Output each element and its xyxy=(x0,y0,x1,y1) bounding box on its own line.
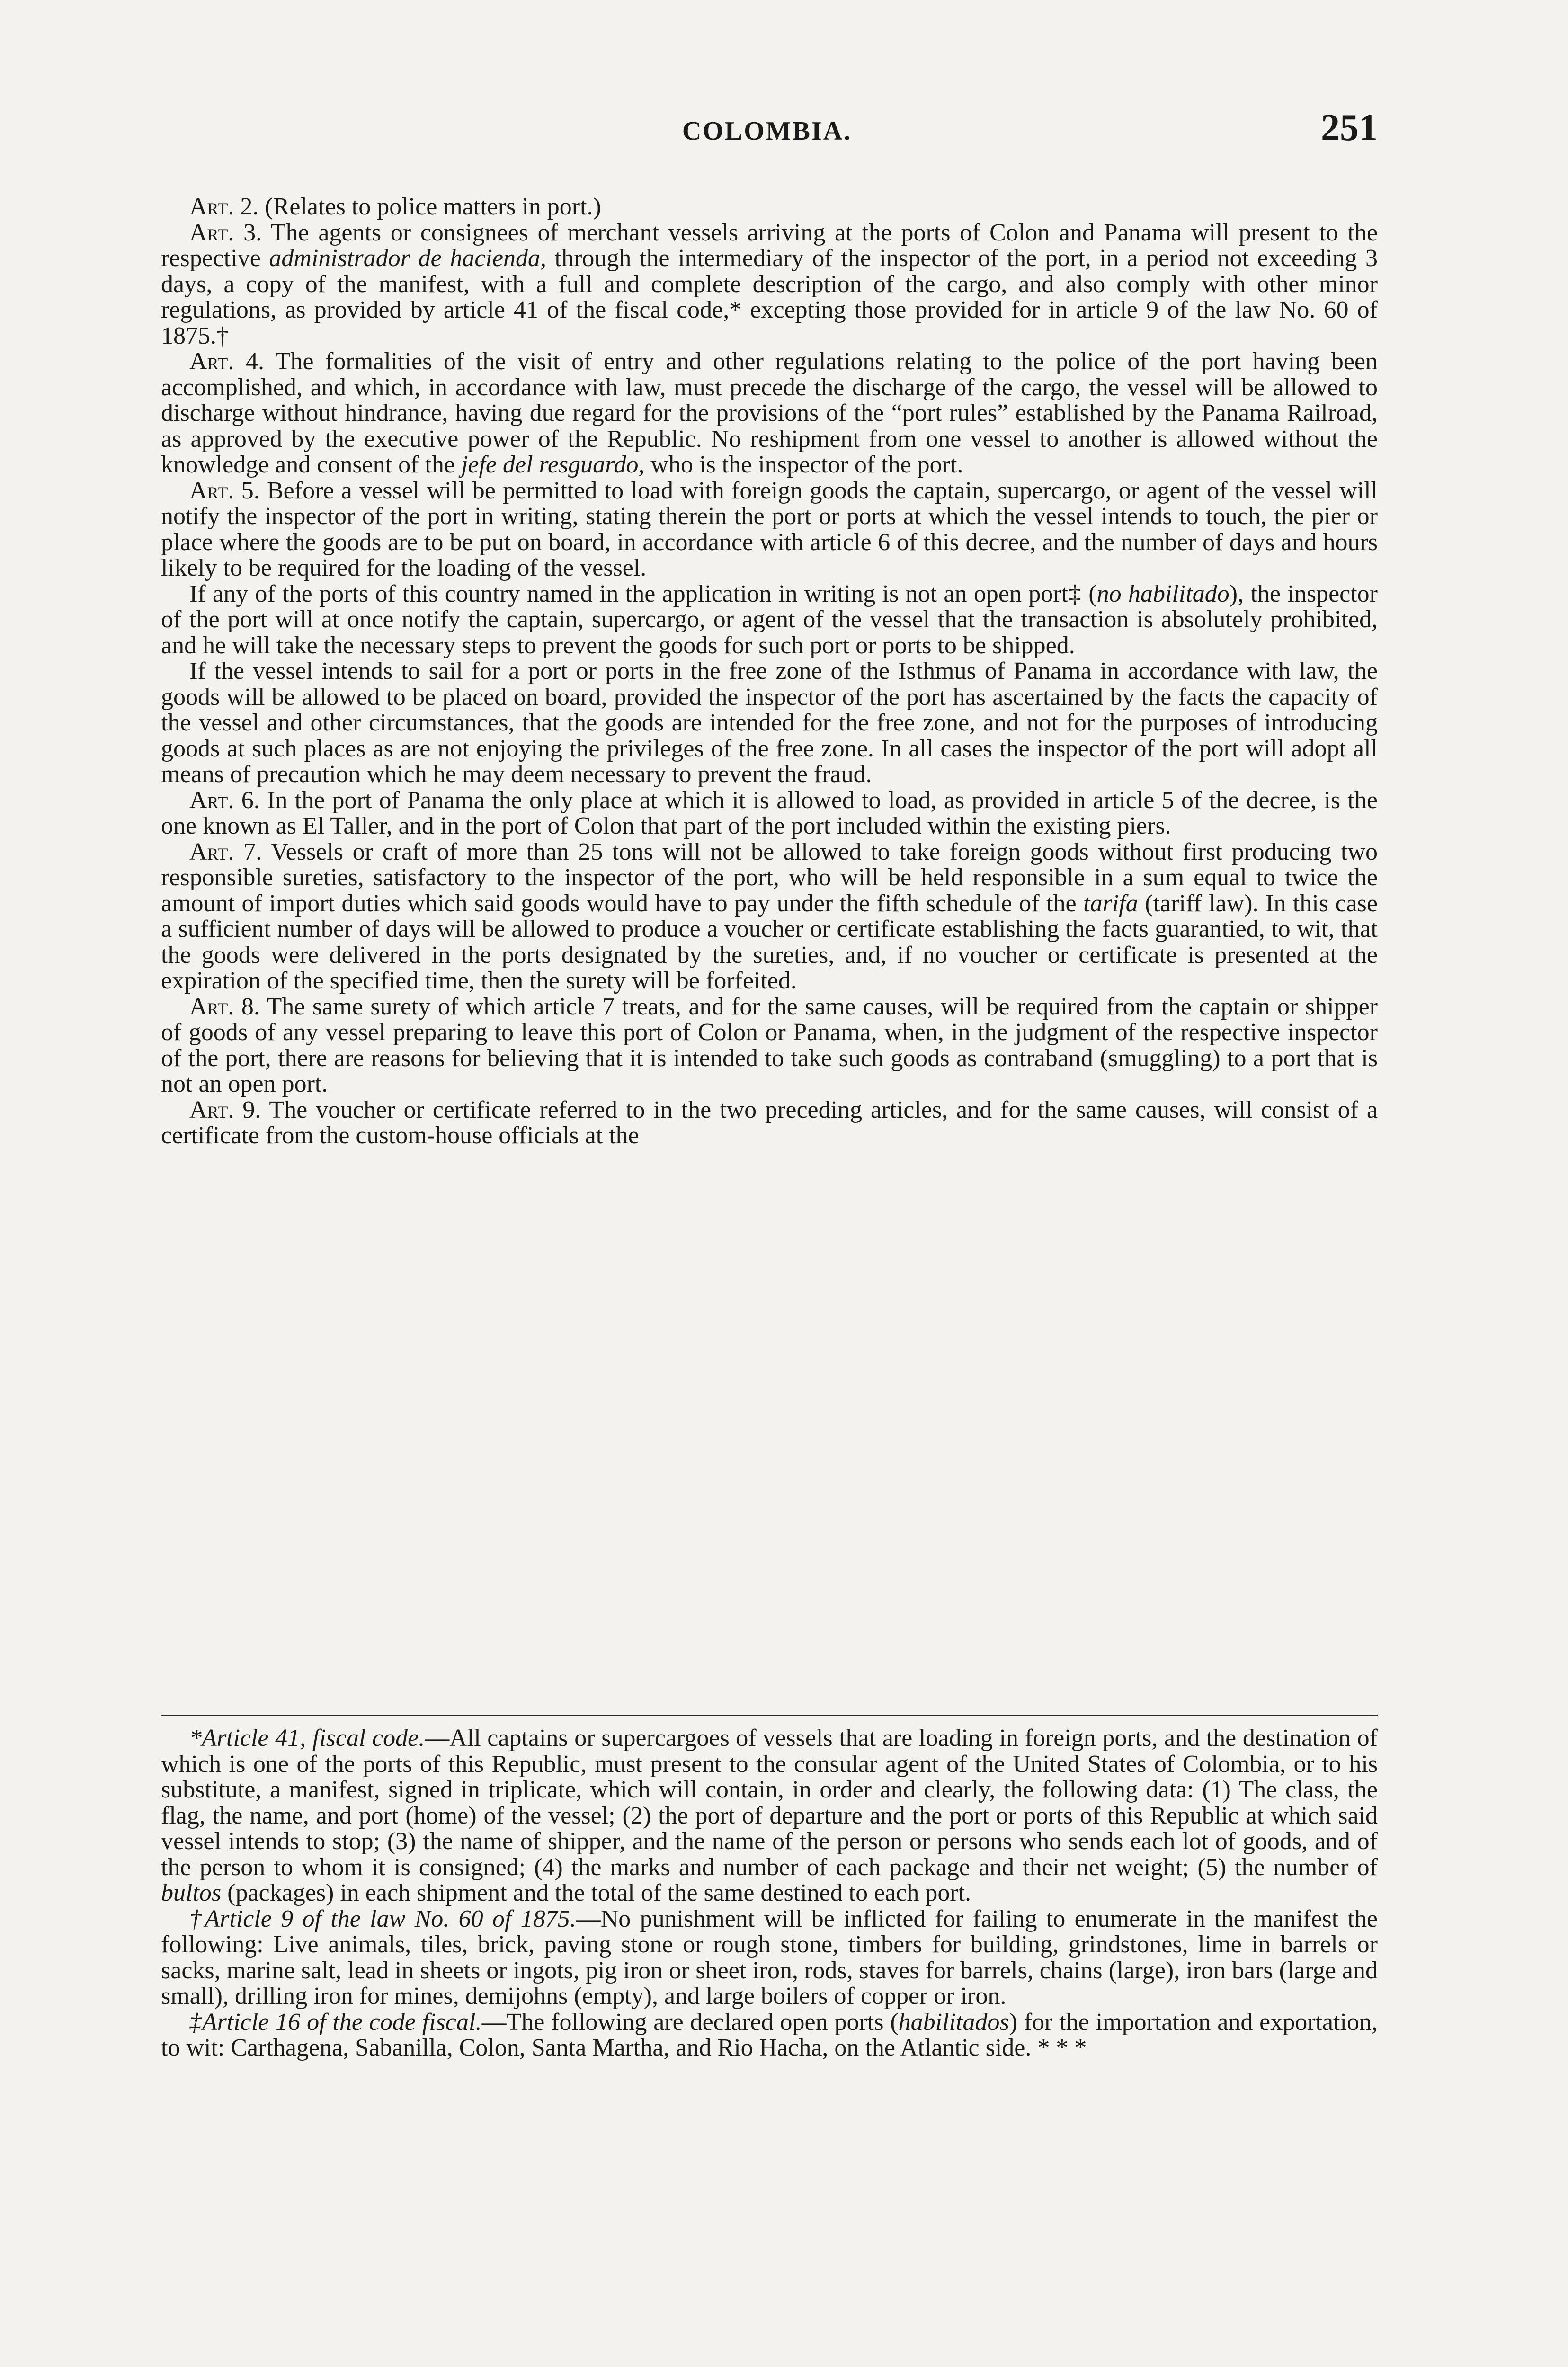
page-number: 251 xyxy=(1321,107,1378,149)
footnote-label: †Article 9 of the law No. 60 of 1875. xyxy=(189,1905,576,1932)
running-head: COLOMBIA. xyxy=(682,116,852,146)
footnote-text: ) for the importation and exportation, to wit: Carthagena, Sabanilla, Colon, Santa Martha, and Rio Hacha, on the Atlantic side. * * * xyxy=(161,2008,1378,2061)
article-4 xyxy=(161,349,1378,478)
article-text: Before a vessel will be permitted to load with foreign goods the captain, supercargo, or agent of the vessel will notify the inspector of the port in writing, stating therein the port or ports at which the vessel intends to touch, the pier or place where the goods are to be put on board, in accordance with article 6 of this decree, and the number of days and hours likely to be required for the loading of the vessel. xyxy=(161,477,1378,581)
article-text: (Relates to police matters in port.) xyxy=(258,193,601,220)
article-text: Vessels or craft of more than 25 tons will not be allowed to take foreign goods without first producing two responsible sureties, satisfactory to the inspector of the port, who will be held responsible in a sum equal to twice the amount of import duties which said goods would have to pay under the fifth schedule of the xyxy=(161,838,1378,917)
footnote-label: ‡Article 16 of the code fiscal. xyxy=(189,2008,482,2036)
article-text: The same surety of which article 7 treats, and for the same causes, will be required from the captain or shipper of goods of any vessel preparing to leave this port of Colon or Panama, when, in the judgment of the respective inspector of the port, there are reasons for believing that it is intended to take such goods as contraband (smuggling) to a port that is not an open port. xyxy=(161,993,1378,1097)
footnote-text: —All captains or supercargoes of vessels that are loading in foreign ports, and the destination of which is one of the ports of this Republic, must present to the consular agent of the United States of Colombia, or to his substitute, a manifest, signed in triplicate, which will contain, in order and clearly, the following data: (1) The class, the flag, the name, and port (home) of the vessel; (2) the port of departure and the port or ports of this Republic at which said vessel intends to stop; (3) the name of shipper, and the name of the person or persons who sends each lot of goods, and of the person to whom it is consigned; (4) the marks and number of each package and their net weight; (5) the number of xyxy=(161,1725,1378,1881)
footnote-italic: habilitados xyxy=(898,2008,1009,2036)
footnote-label: *Article 41, fiscal code. xyxy=(189,1725,425,1752)
article-text: The agents or consignees of merchant vessels arriving at the ports of Colon and Panama will present to the respective xyxy=(161,219,1378,272)
article-label: Art. 9. xyxy=(189,1096,261,1123)
paragraph-text: ), the inspector of the port will at once notify the captain, supercargo, or agent of the vessel that the transaction is absolutely prohibited, and he will take the necessary steps to prevent the goods for such port or ports to be shipped. xyxy=(161,580,1378,659)
article-italic: jefe del resguardo, xyxy=(461,451,645,478)
paragraph-open-port xyxy=(161,581,1378,659)
article-label: Art. 4. xyxy=(189,348,264,375)
article-2 xyxy=(161,194,1378,220)
article-label: Art. 7. xyxy=(189,838,262,865)
body-text xyxy=(161,194,1378,1149)
footnotes xyxy=(161,1726,1378,2061)
article-8 xyxy=(161,994,1378,1097)
article-9 xyxy=(161,1097,1378,1149)
article-text: (tariff law). In this case a sufficient number of days will be allowed to produce a voucher or certificate establishing the facts guarantied, to wit, that the goods were delivered in the ports designated by the sureties, and, if no voucher or certificate is presented at the expiration of the specified time, then the surety will be forfeited. xyxy=(161,890,1378,994)
article-label: Art. 5. xyxy=(189,477,260,504)
article-text: who is the inspector of the port. xyxy=(644,451,963,478)
article-text: The voucher or certificate referred to in the two preceding articles, and for the same causes, will consist of a certificate from the custom-house officials at the xyxy=(161,1096,1378,1149)
paragraph-italic: no habilitado xyxy=(1096,580,1229,607)
footnote-text: —The following are declared open ports ( xyxy=(481,2008,899,2036)
article-text: through the intermediary of the inspector of the port, in a period not exceeding 3 days, a copy of the manifest, with a full and complete description of the cargo, and also comply with other minor regulations, as provided by article 41 of the fiscal code,* excepting those provided for in article 9 of the law No. 60 of 1875.† xyxy=(161,245,1378,349)
article-text: In the port of Panama the only place at which it is allowed to load, as provided in article 5 of the decree, is the one known as El Taller, and in the port of Colon that part of the port included within the existing piers. xyxy=(161,786,1378,839)
article-7 xyxy=(161,839,1378,994)
footnote-code-fiscal-16 xyxy=(161,2010,1378,2061)
footnote-fiscal-code-41 xyxy=(161,1726,1378,1906)
article-italic: administrador de hacienda, xyxy=(269,245,546,272)
article-label: Art. 2. xyxy=(189,193,259,220)
article-italic: tarifa xyxy=(1083,890,1138,917)
article-text: The formalities of the visit of entry and other regulations relating to the police of the port having been accomplished, and which, in accordance with law, must precede the discharge of the cargo, the vessel will be allowed to discharge without hindrance, having due regard for the provisions of the “port rules” established by the Panama Railroad, as approved by the executive power of the Republic. No reshipment from one vessel to another is allowed without the knowledge and consent of the xyxy=(161,348,1378,478)
article-label: Art. 6. xyxy=(189,786,260,814)
footnote-text: (packages) in each shipment and the total of the same destined to each port. xyxy=(221,1879,971,1906)
footnote-divider xyxy=(161,1715,1378,1716)
paragraph-free-zone xyxy=(161,658,1378,788)
page-header xyxy=(156,107,1378,159)
paragraph-text: If the vessel intends to sail for a port or ports in the free zone of the Isthmus of Panama in accordance with law, the goods will be allowed to be placed on board, provided the inspector of the port has ascertained by the facts the capacity of the vessel and other circumstances, that the goods are intended for the free zone, and not for the purposes of introducing goods at such places as are not enjoying the privileges of the free zone. In all cases the inspector of the port will adopt all means of precaution which he may deem necessary to prevent the fraud. xyxy=(161,658,1378,788)
article-label: Art. 8. xyxy=(189,993,260,1020)
article-3 xyxy=(161,220,1378,349)
article-5 xyxy=(161,478,1378,581)
footnote-text: —No punishment will be inflicted for failing to enumerate in the manifest the following: Live animals, tiles, brick, paving stone or rough stone, timbers for building, grindstones, lime in barrels or sacks, marine salt, lead in sheets or ingots, pig iron or sheet iron, rods, staves for barrels, chains (large), iron bars (large and small), drilling iron for mines, demijohns (empty), and large boilers of copper or iron. xyxy=(161,1905,1378,2010)
article-6 xyxy=(161,788,1378,839)
paragraph-text: If any of the ports of this country named in the application in writing is not an open port‡ ( xyxy=(189,580,1097,607)
footnote-law-60 xyxy=(161,1906,1378,2010)
footnote-italic: bultos xyxy=(161,1879,222,1906)
article-label: Art. 3. xyxy=(189,219,262,246)
